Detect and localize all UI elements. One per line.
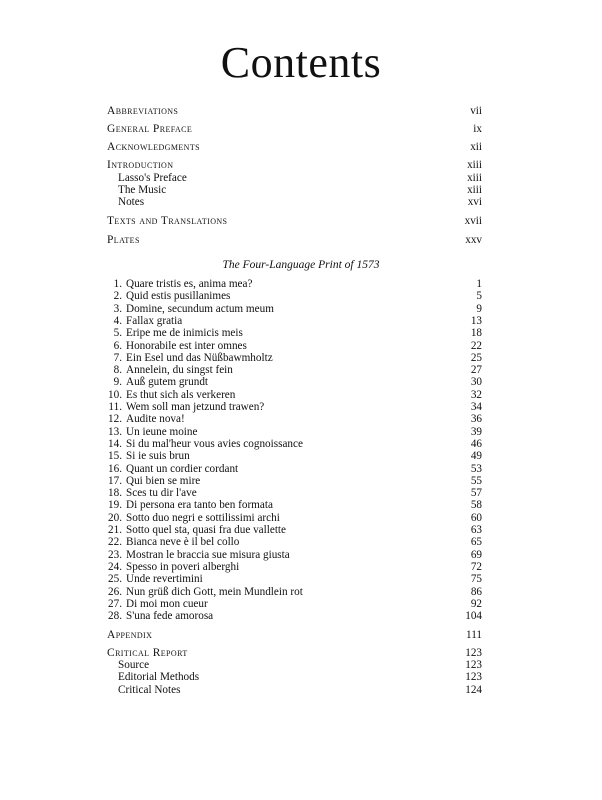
entry-label: Texts and Translations (107, 215, 228, 227)
item-title: S'una fede amorosa (126, 610, 214, 623)
item-page: 30 (470, 376, 482, 389)
item-page: 53 (470, 462, 482, 475)
item-number: 23. (108, 548, 122, 561)
list-item[interactable] (107, 586, 482, 599)
item-page: 72 (470, 560, 482, 573)
item-page: 34 (470, 401, 482, 413)
entry-label: Plates (107, 234, 140, 246)
list-item[interactable] (107, 561, 482, 574)
item-number: 1. (113, 278, 122, 290)
item-title: Spesso in poveri alberghi (126, 560, 240, 573)
list-item[interactable] (107, 327, 482, 340)
item-title: Auß gutem grundt (126, 376, 209, 389)
entry-label: General Preface (107, 123, 193, 135)
item-title: Bianca neve è il bel collo (126, 536, 240, 549)
entry-label: Critical Notes (118, 684, 181, 696)
list-item[interactable] (107, 413, 482, 426)
item-title: Quare tristis es, anima mea? (126, 278, 253, 290)
item-title: Honorabile est inter omnes (126, 339, 247, 352)
entry-page: vii (470, 105, 482, 117)
item-title: Sotto duo negri e sottilissimi archi (126, 511, 280, 524)
item-number: 20. (108, 511, 122, 524)
item-page: 49 (470, 450, 482, 463)
entry-label: Appendix (107, 629, 153, 641)
item-page: 5 (476, 290, 482, 303)
list-item[interactable] (107, 303, 482, 316)
toc-entry-texts-and-translations[interactable] (107, 215, 482, 228)
list-item[interactable] (107, 512, 482, 525)
item-number: 18. (108, 487, 122, 500)
item-number: 26. (108, 585, 122, 598)
item-title: Di persona era tanto ben formata (126, 499, 273, 512)
entry-label: Introduction (107, 159, 174, 171)
toc-entry-appendix[interactable] (107, 629, 482, 642)
item-number: 19. (108, 499, 122, 512)
item-number: 8. (113, 364, 122, 377)
item-number: 28. (108, 610, 122, 623)
list-item[interactable] (107, 499, 482, 512)
item-number: 14. (108, 437, 122, 450)
list-item[interactable] (107, 389, 482, 402)
item-page: 58 (470, 499, 482, 512)
item-page: 39 (470, 425, 482, 438)
list-item[interactable] (107, 376, 482, 389)
item-number: 3. (113, 302, 122, 315)
list-item[interactable] (107, 315, 482, 328)
item-number: 4. (113, 314, 122, 327)
item-number: 11. (108, 401, 122, 413)
list-item[interactable] (107, 463, 482, 476)
entry-page: xxv (465, 234, 482, 246)
item-page: 36 (470, 413, 482, 426)
entry-page: xiii (467, 172, 482, 184)
entry-label: Critical Report (107, 647, 188, 659)
entry-page: 123 (465, 671, 482, 683)
entry-page: xvi (467, 196, 482, 208)
item-number: 5. (113, 327, 122, 340)
item-number: 6. (113, 339, 122, 352)
item-number: 15. (108, 450, 122, 463)
item-page: 92 (470, 597, 482, 610)
item-number: 2. (113, 290, 122, 303)
item-title: Fallax gratia (126, 314, 183, 327)
entry-label: Acknowledgments (107, 141, 200, 153)
item-number: 10. (108, 388, 122, 401)
item-number: 24. (108, 560, 122, 573)
toc-subentry-critical-notes[interactable] (107, 684, 482, 697)
list-item[interactable] (107, 278, 482, 291)
list-item[interactable] (107, 401, 482, 414)
item-page: 9 (476, 302, 482, 315)
item-page: 75 (470, 573, 482, 586)
item-title: Mostran le braccia sue misura giusta (126, 548, 290, 561)
list-item[interactable] (107, 450, 482, 463)
item-page: 69 (470, 548, 482, 561)
item-title: Si du mal'heur vous avies cognoissance (126, 437, 303, 450)
entry-page: xiii (467, 184, 482, 196)
item-page: 57 (470, 487, 482, 500)
page-title: Contents (220, 38, 382, 87)
item-page: 1 (476, 278, 482, 290)
item-title: Sces tu dir l'ave (126, 487, 197, 500)
item-title: Quant un cordier cordant (126, 462, 239, 475)
entry-page: 123 (465, 659, 482, 671)
toc-entry-general-preface[interactable] (107, 123, 482, 136)
list-item[interactable] (107, 340, 482, 353)
list-item[interactable] (107, 524, 482, 537)
entry-label: Editorial Methods (118, 671, 200, 683)
entry-label: Notes (118, 196, 145, 208)
toc-subentry-notes[interactable] (107, 196, 482, 209)
entry-page: 124 (465, 684, 482, 696)
item-number: 13. (108, 425, 122, 438)
item-title: Si ie suis brun (126, 450, 190, 463)
list-item[interactable] (107, 438, 482, 451)
item-title: Ein Esel und das Nüßbawmholtz (126, 351, 273, 364)
toc-subentry-editorial-methods[interactable] (107, 671, 482, 684)
item-page: 32 (470, 388, 482, 401)
item-title: Nun grüß dich Gott, mein Mundlein rot (126, 585, 303, 598)
entry-label: Abbreviations (107, 105, 179, 117)
entry-label: The Music (118, 184, 167, 196)
toc-entry-abbreviations[interactable] (107, 105, 482, 118)
entry-label: Lasso's Preface (118, 172, 187, 184)
list-item[interactable] (107, 352, 482, 365)
entry-page: ix (473, 123, 482, 135)
item-page: 18 (470, 327, 482, 340)
item-title: Qui bien se mire (126, 474, 201, 487)
section-heading: The Four-Language Print of 1573 (222, 259, 380, 271)
entry-page: 123 (465, 647, 482, 659)
item-title: Un ieune moine (126, 425, 198, 438)
toc-entry-plates[interactable] (107, 234, 482, 247)
list-item[interactable] (107, 573, 482, 586)
item-title: Es thut sich als verkeren (126, 388, 236, 401)
item-number: 9. (113, 376, 122, 389)
list-item[interactable] (107, 549, 482, 562)
item-number: 16. (108, 462, 122, 475)
item-page: 22 (470, 339, 482, 352)
toc-entry-acknowledgments[interactable] (107, 141, 482, 154)
item-page: 104 (465, 610, 482, 623)
list-item[interactable] (107, 487, 482, 500)
item-number: 12. (108, 413, 122, 426)
item-page: 55 (470, 474, 482, 487)
item-number: 17. (108, 474, 122, 487)
item-title: Eripe me de inimicis meis (126, 327, 243, 340)
item-number: 25. (108, 573, 122, 586)
item-title: Annelein, du singst fein (126, 364, 233, 377)
item-title: Wem soll man jetzund trawen? (126, 401, 265, 413)
item-page: 25 (470, 351, 482, 364)
item-page: 13 (470, 314, 482, 327)
list-item[interactable] (107, 290, 482, 303)
list-item[interactable] (107, 536, 482, 549)
list-item[interactable] (107, 610, 482, 623)
toc-entry-introduction[interactable] (107, 159, 482, 172)
entry-label: Source (118, 659, 150, 671)
item-title: Audite nova! (126, 413, 185, 426)
item-title: Quid estis pusillanimes (126, 290, 231, 303)
list-item[interactable] (107, 475, 482, 488)
item-number: 22. (108, 536, 122, 549)
item-page: 63 (470, 524, 482, 536)
item-page: 86 (470, 585, 482, 598)
item-page: 27 (470, 364, 482, 377)
item-page: 46 (470, 437, 482, 450)
entry-page: 111 (466, 629, 482, 641)
entry-page: xii (470, 141, 482, 153)
item-title: Sotto quel sta, quasi fra due vallette (126, 524, 287, 536)
item-page: 60 (470, 511, 482, 524)
item-number: 21. (108, 524, 122, 536)
item-title: Domine, secundum actum meum (126, 302, 274, 315)
item-title: Di moi mon cueur (126, 597, 208, 610)
item-number: 27. (108, 597, 122, 610)
entry-page: xiii (467, 159, 482, 171)
item-number: 7. (113, 351, 122, 364)
entry-page: xvii (464, 215, 482, 227)
list-item[interactable] (107, 364, 482, 377)
list-item[interactable] (107, 426, 482, 439)
list-item[interactable] (107, 598, 482, 611)
item-title: Unde revertimini (126, 573, 203, 586)
item-page: 65 (470, 536, 482, 549)
